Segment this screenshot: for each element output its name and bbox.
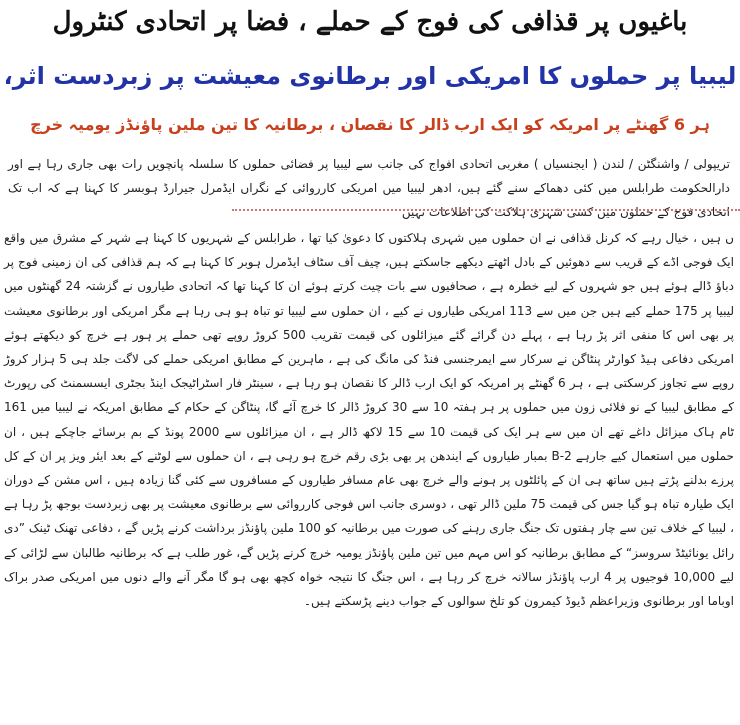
main-headline: لیبیا پر حملوں کا امریکی اور برطانوی معیشت پر زبردست اثر، [3,62,737,90]
kicker-headline: باغیوں پر قذافی کی فوج کے حملے ، فضا پر اتحادی کنٹرول [52,7,688,37]
lead-paragraph [8,152,730,224]
dotted-divider [232,209,740,211]
sub-headline: ہر 6 گھنٹے پر امریکہ کو ایک ارب ڈالر کا نقصان ، برطانیہ کا تین ملین پاؤنڈز یومیہ خرچ [30,115,710,134]
lead-text: تریپولی / واشنگٹن / لندن ( ایجنسیاں ) مغربی اتحادی افواج کی جانب سے لیبیا پر فضائی حملوں کا سلسلہ پانچویں رات بھی جاری رہا ہے اور دارالحکومت طرابلس میں کئی دھماکے سنے گئے ہیں، ادھر لیبیا میں امریکی کارروائی کے نگراں ایڈمرل جیرارڈ ہوبسر کا کہنا ہے کہ اب تک اتحادی فوج کے حملوں میں کسی شہری ہلاکت کی اطلاعات نہیں [8,157,731,219]
body-text: ں ہیں ، خیال رہے کہ کرنل قذافی نے ان حملوں میں شہری ہلاکتوں کا دعویٰ کیا تھا ، طرابلس کے شہریوں کا کہنا ہے شہر کے مشرق میں واقع ایک فوجی اڈے کے قریب سے دھوئیں کے بادل اٹھتے دیکھے جاسکتے ہیں، چیف آف سٹاف ایڈمرل ہوبر کا کہنا ہے کہ ہم قذافی کی ان زمینی فوج پر دباؤ ڈالے ہوئے ہیں جو شہروں کے لیے خطرہ ہے ، صحافیوں سے بات چیت کرتے ہوئے ان کا کہنا تھا کہ اتحادی طیاروں نے گزشتہ 24 گھنٹوں میں لیبیا پر 175 حملے کیے ہیں جن میں سے 113 امریکی طیاروں نے کیے ، ان حملوں سے لیبیا تو تباہ ہو ہی رہا ہے مگر امریکی اور برطانوی معیشت پر بھی اس کا منفی اثر پڑ رہا ہے ، پہلے دن گرائے گئے میزائلوں کی قیمت تقریب 500 کروڑ روپے تھی حملے پر ہور ہے خرچ کو دیکھتے ہوئے امریکی دفاعی ہیڈ کوارٹر پنٹاگن نے سرکار سے ایمرجنسی فنڈ کی مانگ کی ہے ، ماہرین کے مطابق امریکی حملے کی لاگت جلد ہی 5 ہزار کروڑ روپے سے تجاوز کرسکتی ہے ، ہر 6 گھنٹے پر امریکہ کو ایک ارب ڈالر کا نقصان ہو رہا ہے ، سینٹر فار اسٹراٹیجک اینڈ بجٹری ایسسمنٹ کی رپورٹ کے مطابق لیبیا کے نو فلائی زون میں حملوں پر ہر ہفتہ 10 سے 30 کروڑ ڈالر کا خرچ آئے گا، پنٹاگن کے حکام کے مطابق امریکہ نے لیبیا میں 161 ٹام ہاک میزائل داغے تھے ان میں سے ہر ایک کی قیمت 10 سے 15 لاکھ ڈالر ہے ، ان میزائلوں سے 2000 پونڈ کے بم برسائے جاچکے ہیں ، ان حملوں میں استعمال کیے جارہے B-2 بمبار طیاروں کے ایندھن پر بھی بڑی رقم خرچ ہو رہی ہے ، ان حملوں سے لوٹنے کے بعد ایئر ویز پر ان کے کل پرزے بدلنے پڑتے ہیں ساتھ ہی ان کے پائلٹوں پر ہونے والے خرچ بھی عام مسافر طیاروں کے مسافروں سے کئی گنا زیادہ ہیں ، اس مشن کے دوران ایک طیارہ تباہ ہو گیا جس کی قیمت 75 ملین ڈالر تھی ، دوسری جانب اس فوجی کارروائی سے برطانوی معیشت پر بھی زبردست بوجھ پڑ رہا ہے ، لیبیا کے خلاف تین سے چار ہفتوں تک جنگ جاری رہنے کی صورت میں برطانیہ کو 100 ملین پاؤنڈز برداشت کرنے پڑیں گے ، دفاعی تھنک ٹینک ”دی رائل یونائیٹڈ سروسز“ کے مطابق برطانیہ کو اس مہم میں تین ملین پاؤنڈز یومیہ خرچ کرنے پڑیں گے، غور طلب ہے کہ برطانیہ طالبان سے لڑائی کے لیے 10,000 فوجیوں پر 4 ارب پاؤنڈز سالانہ خرچ کر رہا ہے ، اس جنگ کا نتیجہ خواہ کچھ بھی ہو گا مگر آنے والے دنوں میں امریکی صدر براک اوباما اور برطانوی وزیراعظم ڈیوڈ کیمرون کو تلخ سوالوں کے جواب دینے پڑسکتے ہیں۔ [4,231,735,609]
article-body [4,226,734,613]
